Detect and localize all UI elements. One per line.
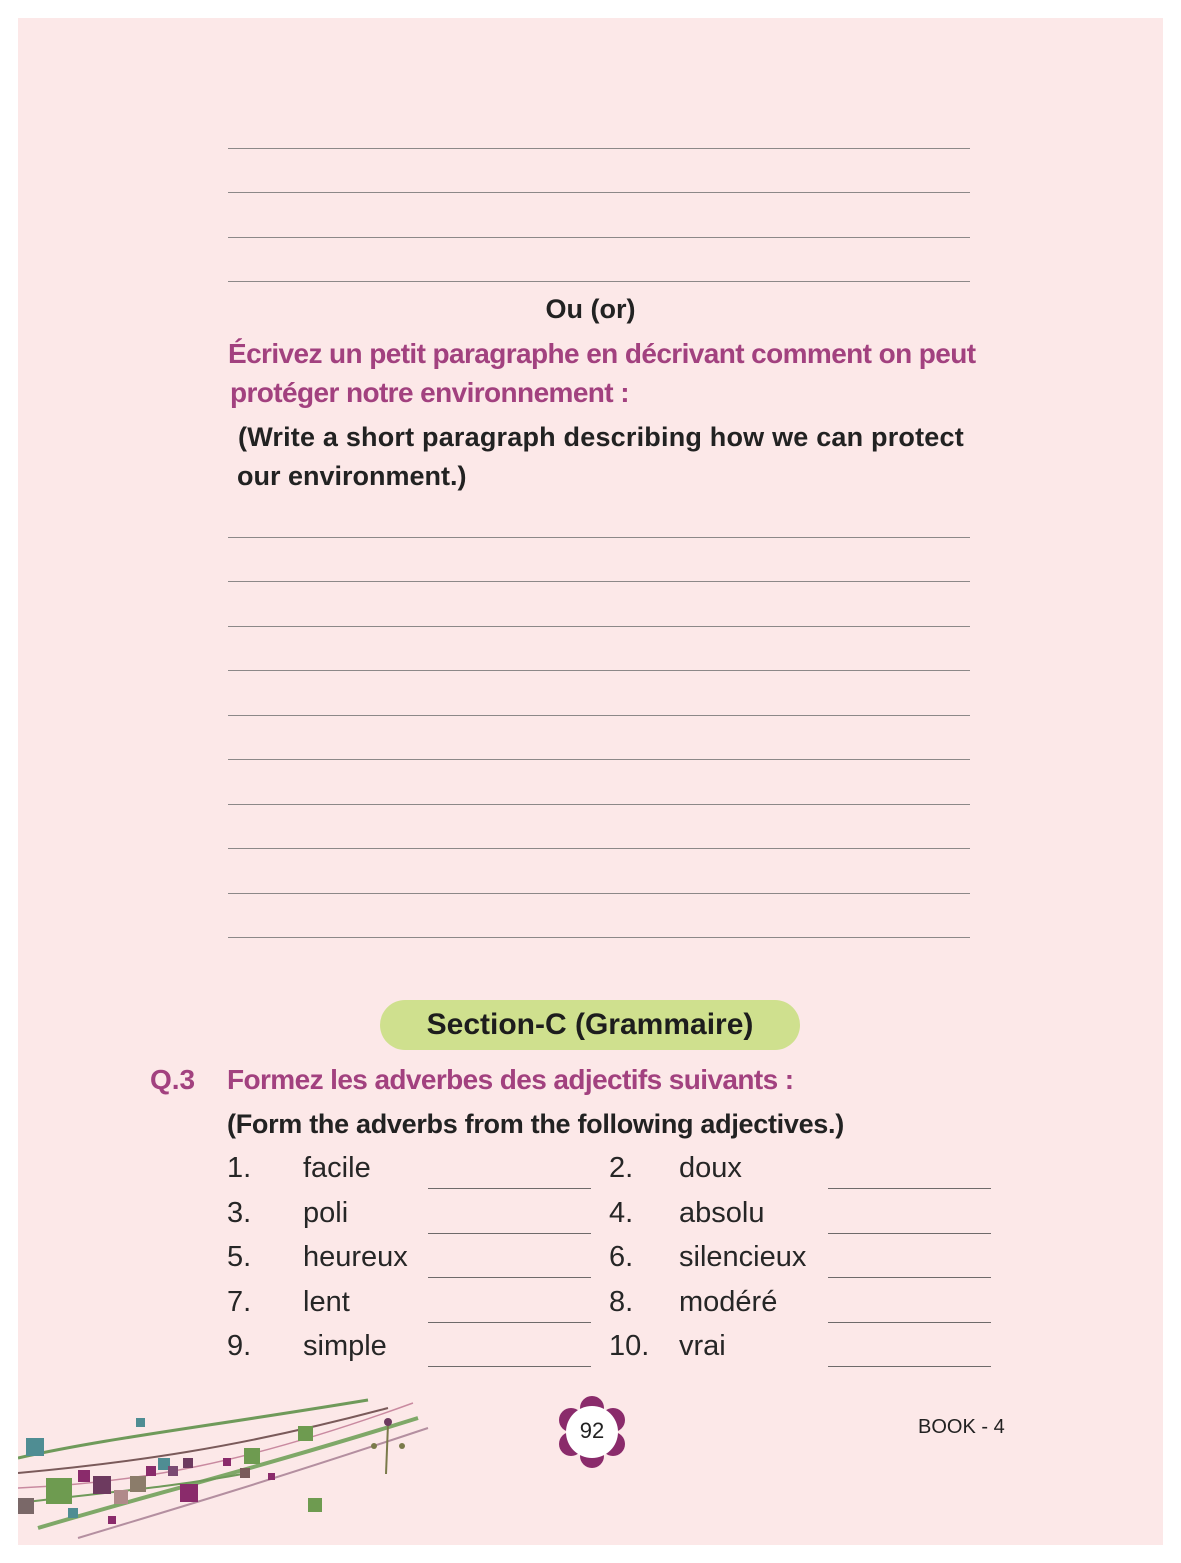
writing-line[interactable] (228, 848, 970, 849)
item-number: 7. (227, 1286, 252, 1318)
answer-blank[interactable] (428, 1277, 591, 1278)
adjective: vrai (679, 1330, 726, 1362)
answer-blank[interactable] (828, 1233, 991, 1234)
adjective: modéré (679, 1286, 778, 1318)
section-heading: Section-C (Grammaire) (380, 1000, 800, 1050)
adjective: lent (303, 1286, 350, 1318)
writing-line[interactable] (228, 148, 970, 149)
adjective: simple (303, 1330, 387, 1362)
answer-blank[interactable] (428, 1233, 591, 1234)
adjective: facile (303, 1152, 371, 1184)
item-number: 6. (609, 1241, 634, 1273)
writing-line[interactable] (228, 192, 970, 193)
writing-line[interactable] (228, 237, 970, 238)
exercise-row (18, 1330, 1163, 1374)
adjective: heureux (303, 1241, 408, 1273)
item-number: 5. (227, 1241, 252, 1273)
answer-blank[interactable] (828, 1366, 991, 1367)
answer-blank[interactable] (428, 1188, 591, 1189)
answer-blank[interactable] (828, 1277, 991, 1278)
answer-blank[interactable] (428, 1366, 591, 1367)
exercise-row (18, 1241, 1163, 1285)
writing-line[interactable] (228, 804, 970, 805)
item-number: 3. (227, 1197, 252, 1229)
exercise-row (18, 1152, 1163, 1196)
question-number: Q.3 (150, 1064, 196, 1095)
writing-line[interactable] (228, 281, 970, 282)
exercise-row (18, 1286, 1163, 1330)
answer-blank[interactable] (428, 1322, 591, 1323)
adjective: silencieux (679, 1241, 807, 1273)
prompt-french-line-2: protéger notre environnement : (230, 377, 629, 408)
adjective: poli (303, 1197, 349, 1229)
prompt-english-line-2: our environment.) (237, 461, 467, 491)
worksheet-page (18, 18, 1163, 1545)
item-number: 9. (227, 1330, 252, 1362)
writing-line[interactable] (228, 626, 970, 627)
writing-line[interactable] (228, 581, 970, 582)
item-number: 10. (609, 1330, 650, 1362)
or-separator: Ou (or) (545, 294, 636, 324)
prompt-french-line-1: Écrivez un petit paragraphe en décrivant comment on peut (228, 338, 976, 369)
item-number: 4. (609, 1197, 634, 1229)
adjective: absolu (679, 1197, 765, 1229)
writing-line[interactable] (228, 537, 970, 538)
exercise-row (18, 1197, 1163, 1241)
item-number: 2. (609, 1152, 634, 1184)
decorative-swirl-graphic (18, 1378, 438, 1545)
item-number: 1. (227, 1152, 252, 1184)
adjective: doux (679, 1152, 742, 1184)
prompt-english-line-1: (Write a short paragraph describing how we can protect (238, 422, 964, 452)
question-french: Formez les adverbes des adjectifs suivants : (227, 1064, 794, 1095)
page-number: 92 (579, 1418, 605, 1443)
item-number: 8. (609, 1286, 634, 1318)
answer-blank[interactable] (828, 1188, 991, 1189)
writing-line[interactable] (228, 937, 970, 938)
writing-line[interactable] (228, 893, 970, 894)
question-english: (Form the adverbs from the following adjectives.) (227, 1109, 844, 1139)
answer-blank[interactable] (828, 1322, 991, 1323)
book-label: BOOK - 4 (918, 1416, 1005, 1438)
writing-line[interactable] (228, 715, 970, 716)
writing-line[interactable] (228, 670, 970, 671)
writing-line[interactable] (228, 759, 970, 760)
